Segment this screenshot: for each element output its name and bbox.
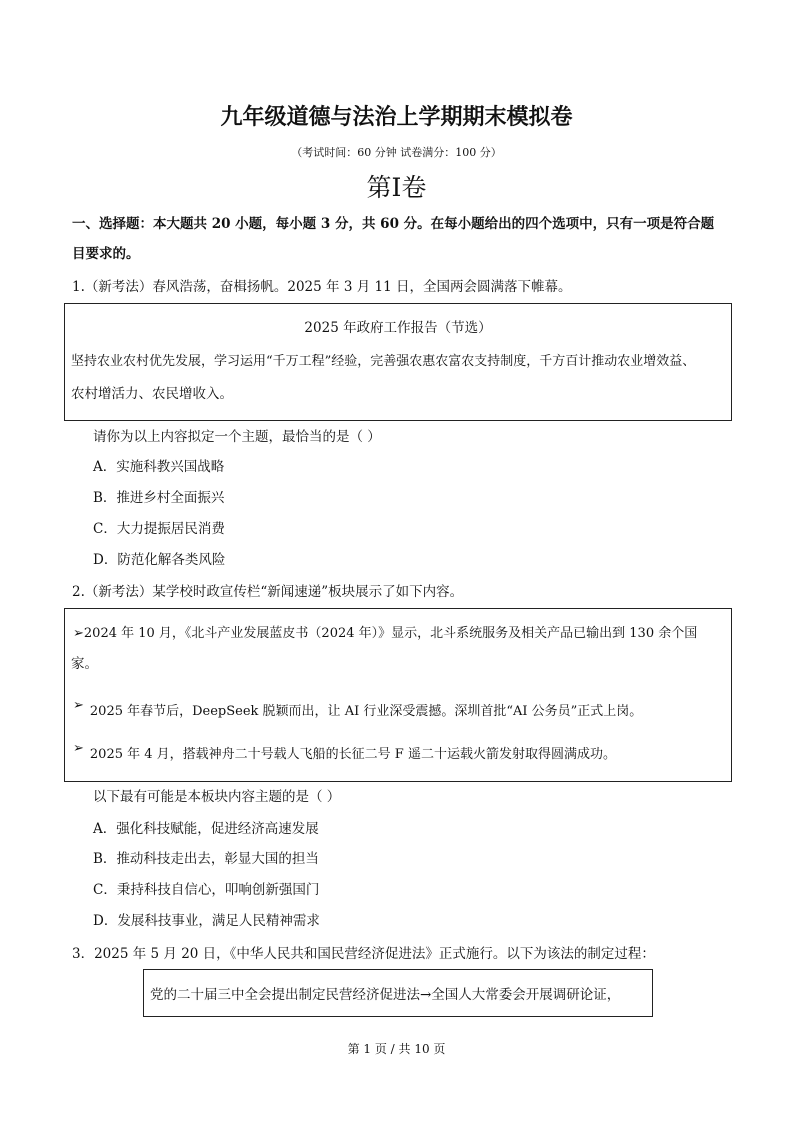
page-footer: 第 1 页 / 共 10 页 (347, 1042, 446, 1056)
process-text: 党的二十届三中全会提出制定民营经济促进法→全国人大常委会开展调研论证， (150, 987, 621, 1003)
bullet-arrow-icon: ➢ (73, 626, 84, 641)
material-text: 农村增活力、农民增收入。 (71, 386, 233, 402)
exam-info: （考试时间：60 分钟 试卷满分：100 分） (291, 146, 502, 159)
section-instruction: 一、选择题：本大题共 20 小题，每小题 3 分，共 60 分。在每小题给出的四个选项中，只有一项是符合题 (72, 216, 715, 232)
bullet-arrow-icon: ➢ (73, 741, 84, 756)
option-b: B．推进乡村全面振兴 (93, 490, 225, 506)
question-2-prompt: 以下最有可能是本板块内容主题的是（ ） (93, 789, 341, 805)
question-2-stem: 2.（新考法）某学校时政宣传栏“新闻速递”板块展示了如下内容。 (72, 584, 464, 600)
page-title: 九年级道德与法治上学期期末模拟卷 (220, 104, 573, 130)
material-title: 2025 年政府工作报告（节选） (304, 320, 492, 336)
option-c: C．秉持科技自信心，叩响创新强国门 (93, 882, 320, 898)
news-item-cont: 家。 (71, 656, 98, 672)
question-1-prompt: 请你为以上内容拟定一个主题，最恰当的是（ ） (93, 429, 381, 445)
question-3-stem: 3．2025 年 5 月 20 日，《中华人民共和国民营经济促进法》正式施行。以下为该法的制定过程： (72, 946, 655, 962)
question-3-process-box (143, 969, 653, 1017)
option-d: D．发展科技事业，满足人民精神需求 (93, 913, 320, 929)
material-text: 坚持农业农村优先发展，学习运用“千万工程”经验，完善强农惠农富农支持制度，千方百计推动农业增效益、 (71, 354, 696, 369)
option-a: A．实施科教兴国战略 (93, 459, 225, 475)
question-1-stem: 1.（新考法）春风浩荡，奋楫扬帆。2025 年 3 月 11 日，全国两会圆满落下帷幕。 (72, 279, 572, 295)
news-item: ➢2024 年 10 月，《北斗产业发展蓝皮书（2024 年）》显示，北斗系统服务及相关产品已输出到 130 余个国 (73, 626, 698, 641)
question-2-news-box (64, 608, 732, 782)
option-c: C．大力提振居民消费 (93, 521, 225, 537)
news-item: ➢ 2025 年 4 月，搭载神舟二十号载人飞船的长征二号 F 遥二十运载火箭发射取得圆满成功。 (73, 741, 616, 762)
option-b: B．推动科技走出去，彰显大国的担当 (93, 851, 319, 867)
section-instruction-cont: 目要求的。 (72, 246, 140, 262)
option-a: A．强化科技赋能，促进经济高速发展 (93, 821, 319, 837)
volume-heading: 第I卷 (366, 173, 427, 202)
option-d: D．防范化解各类风险 (93, 552, 226, 568)
question-1-material-box (64, 303, 732, 421)
bullet-arrow-icon: ➢ (73, 698, 84, 713)
news-item: ➢ 2025 年春节后，DeepSeek 脱颖而出，让 AI 行业深受震撼。深圳首批“AI 公务员”正式上岗。 (73, 698, 643, 719)
